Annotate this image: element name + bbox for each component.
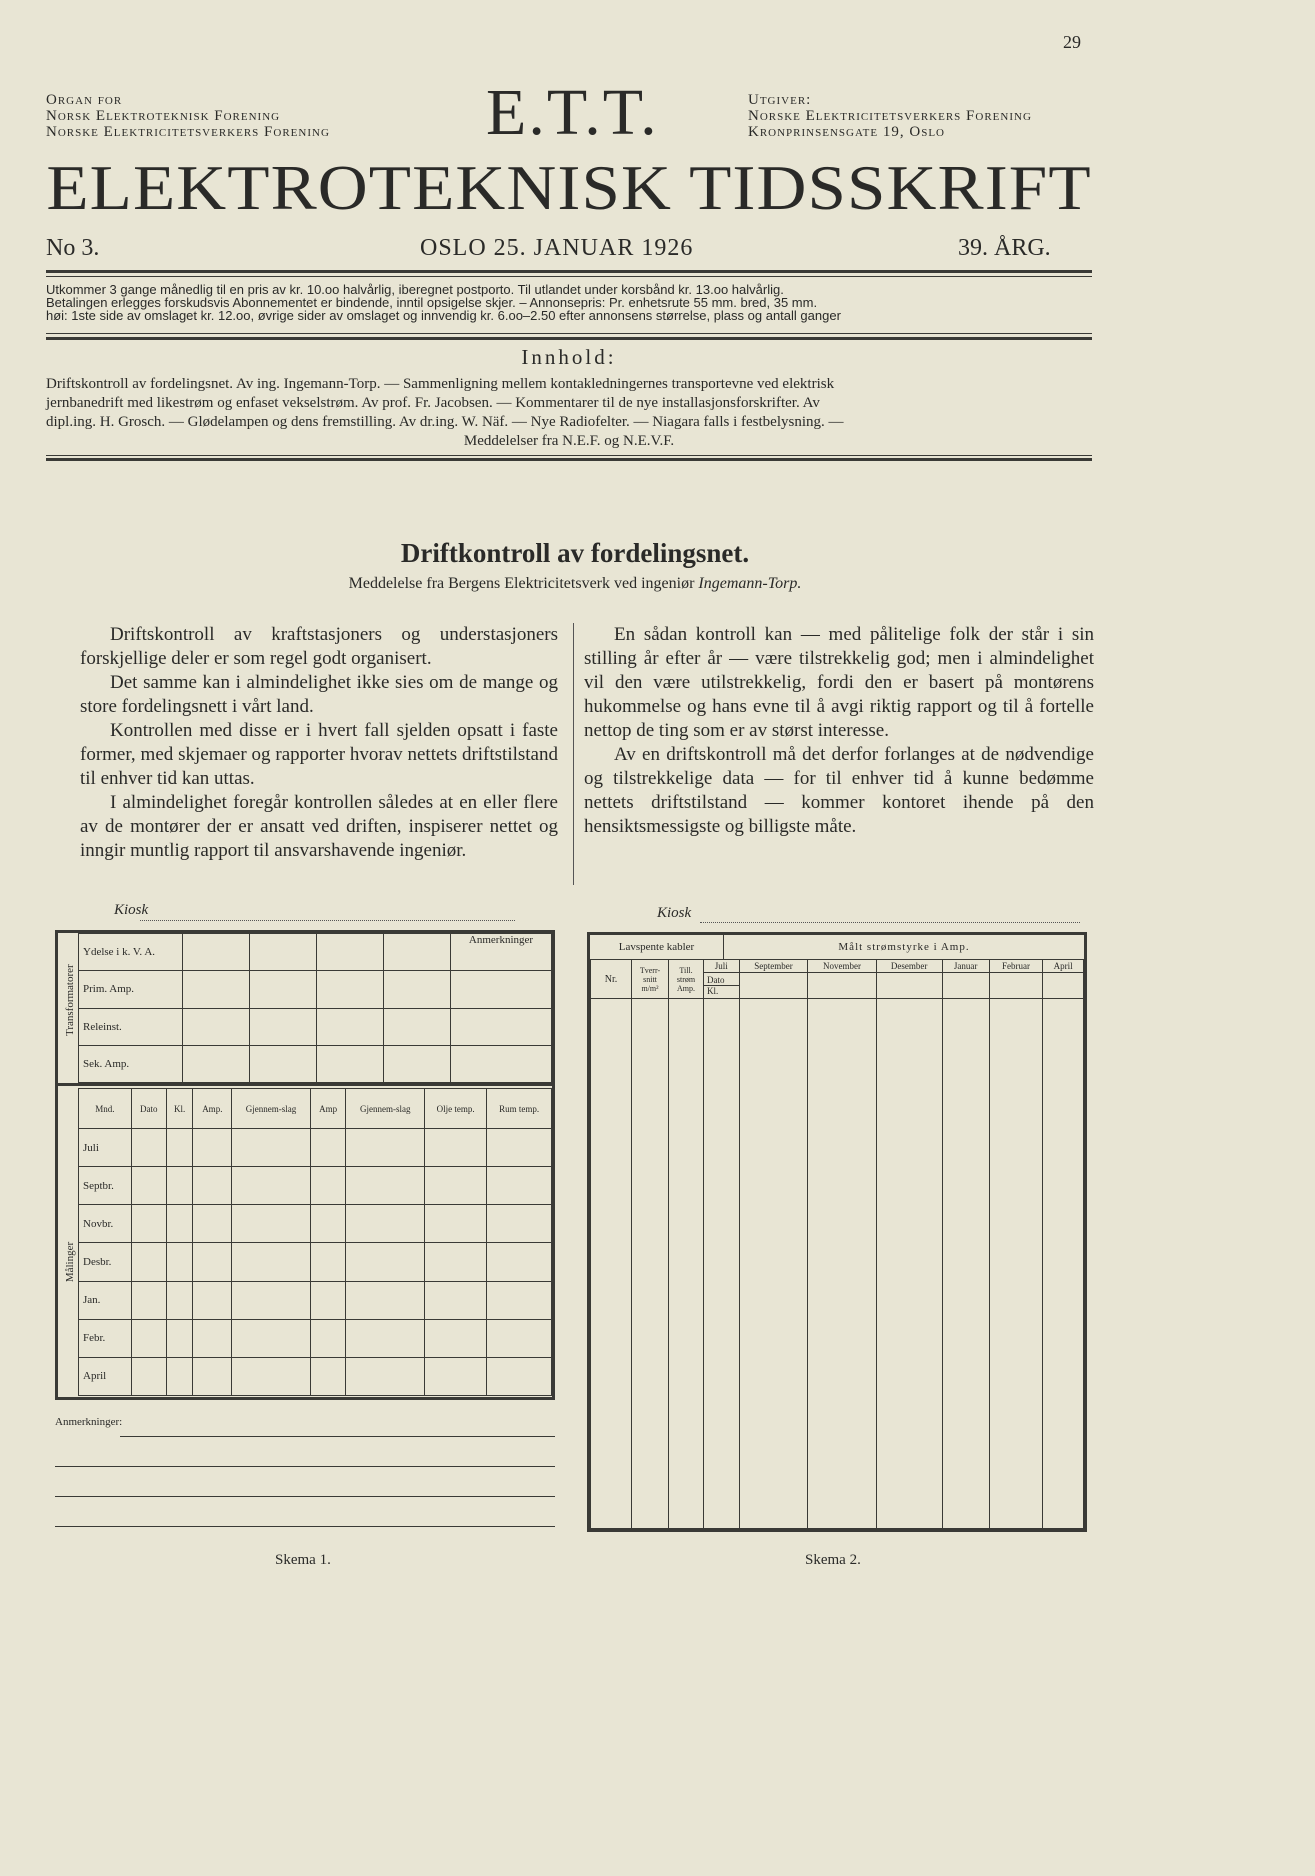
header-cell: Gjennem-slag xyxy=(346,1089,425,1129)
subscription-line: Utkommer 3 gange månedlig til en pris av kr. 10.oo halvårlig, iberegnet postporto. Til utlandet under korsbånd kr. 13.oo halvårlig. xyxy=(46,282,784,297)
paragraph: En sådan kontroll kan — med pålitelige folk der står i sin stilling år efter år — være tilstrekkelig god; men i almindelighet vil den være utilstrekkelig, fordi den er basert på montørens hukommelse og hans evne til å avgi riktig rapport og til å fortelle nettop de ting som er av størst interesse. xyxy=(584,624,1094,741)
table-cell xyxy=(250,971,317,1008)
volume: 39. ÅRG. xyxy=(958,235,1051,261)
month-cell: Desbr. xyxy=(79,1243,132,1281)
month-header: April xyxy=(1043,960,1084,973)
table-cell xyxy=(183,934,250,971)
month-cell: Novbr. xyxy=(79,1205,132,1243)
masthead-right xyxy=(748,92,1032,140)
page-number: 29 xyxy=(1063,32,1081,52)
table-cell xyxy=(183,1008,250,1045)
issue-date: OSLO 25. JANUAR 1926 xyxy=(420,235,694,261)
month-header: Desember xyxy=(876,960,942,973)
remarks-line xyxy=(120,1436,555,1437)
skema2-table xyxy=(590,959,1084,1529)
dato-label: Dato xyxy=(704,975,739,986)
table-cell: Ydelse i k. V. A. xyxy=(79,934,183,971)
header-cell: Rum temp. xyxy=(487,1089,552,1129)
table-cell: Prim. Amp. xyxy=(79,971,183,1008)
table-cell xyxy=(183,971,250,1008)
table-cell xyxy=(317,1008,384,1045)
masthead-left-line: Norsk Elektroteknisk Forening xyxy=(46,108,281,124)
table-cell xyxy=(451,971,552,1008)
column-divider xyxy=(573,623,574,885)
paragraph: I almindelighet foregår kontrollen således at en eller flere av de montører der er ansatt ved driften, inspiserer nettet og inngir muntlig rapport til ansvarshavende ingeniør. xyxy=(80,792,558,861)
remarks-line xyxy=(55,1526,555,1527)
dato-kl-cell xyxy=(704,973,740,999)
byline-author: Ingemann-Torp. xyxy=(698,575,802,592)
header-cell: Mnd. xyxy=(79,1089,132,1129)
table-cell xyxy=(183,1045,250,1082)
anmerkninger-header: Anmerkninger xyxy=(451,934,552,971)
skema2-lavspente: Lavspente kabler xyxy=(590,935,724,959)
article-title: Driftkontroll av fordelingsnet. xyxy=(400,538,750,568)
subscription-info xyxy=(46,283,1092,322)
header-cell: Olje temp. xyxy=(425,1089,487,1129)
divider xyxy=(46,333,1092,334)
masthead-left-line: Organ for xyxy=(46,92,123,108)
paragraph: Driftskontroll av kraftstasjoners og understasjoners forskjellige deler er som regel godt organisert. xyxy=(80,624,558,669)
subscription-line: Betalingen erlegges forskudsvis Abonnementet er bindende, inntil opsigelse skjer. – Annonsepris: Pr. enhetsrute 55 mm. bred, 35 mm. xyxy=(46,295,818,310)
header-cell: Amp xyxy=(310,1089,346,1129)
table-cell xyxy=(317,971,384,1008)
month-header: September xyxy=(739,960,808,973)
month-header: Januar xyxy=(942,960,989,973)
header-cell: Kl. xyxy=(166,1089,193,1129)
contents-list xyxy=(46,375,1092,451)
divider xyxy=(46,276,1092,277)
month-header: November xyxy=(808,960,876,973)
contents-line: Meddelelser fra N.E.F. og N.E.V.F. xyxy=(463,433,675,449)
right-column xyxy=(584,623,1094,839)
table-cell xyxy=(384,1008,451,1045)
journal-title: ELEKTROTEKNISK TIDSSKRIFT xyxy=(46,152,1092,223)
table-cell xyxy=(250,1008,317,1045)
month-cell: April xyxy=(79,1357,132,1395)
tverr-header: Tverr-snitt m/m² xyxy=(632,960,669,999)
table-cell xyxy=(384,1045,451,1082)
remarks-line xyxy=(55,1496,555,1497)
month-header: Februar xyxy=(989,960,1043,973)
subscription-line: høi: 1ste side av omslaget kr. 12.oo, øvrige sider av omslaget og innvendig kr. 6.oo–2.50 efter annonsens størrelse, plass og antall ganger xyxy=(46,308,841,323)
skema2-caption: Skema 2. xyxy=(805,1552,861,1568)
byline-text: Meddelelse fra Bergens Elektricitetsverk ved ingeniør xyxy=(348,575,695,592)
month-cell: Septbr. xyxy=(79,1167,132,1205)
skema1-side-transformatorer: Transformatorer xyxy=(64,964,76,1036)
kiosk-line xyxy=(140,920,515,921)
masthead-ett: E.T.T. xyxy=(486,76,659,149)
table-cell xyxy=(384,934,451,971)
skema2-kiosk: Kiosk xyxy=(657,905,692,921)
paragraph: Kontrollen med disse er i hvert fall sjelden opsatt i faste former, med skjemaer og rapporter hvorav nettets driftstilstand til enhver tid kan uttas. xyxy=(80,720,558,789)
thick-divider xyxy=(55,1083,555,1086)
skema2-malt: Målt strømstyrke i Amp. xyxy=(838,941,970,953)
month-cell: Jan. xyxy=(79,1281,132,1319)
table-cell: Sek. Amp. xyxy=(79,1045,183,1082)
skema1-measure-table xyxy=(78,1088,552,1396)
nr-header: Nr. xyxy=(591,960,632,999)
table-cell xyxy=(250,934,317,971)
header-cell: Gjennem-slag xyxy=(232,1089,311,1129)
table-cell xyxy=(317,1045,384,1082)
paragraph: Det samme kan i almindelighet ikke sies om de mange og store fordelingsnett i vårt land. xyxy=(80,672,558,717)
header-cell: Amp. xyxy=(193,1089,232,1129)
month-cell: Febr. xyxy=(79,1319,132,1357)
table-cell xyxy=(250,1045,317,1082)
skema1-caption: Skema 1. xyxy=(275,1552,331,1568)
table-cell xyxy=(451,1045,552,1082)
paragraph: Av en driftskontroll må det derfor forlanges at de nødvendige og tilstrekkelige data — for til enhver tid å kunne bedømme nettets driftstilstand — kommer kontoret ihende på den hensiktsmessigste og billigste måte. xyxy=(584,744,1094,837)
table-cell xyxy=(317,934,384,971)
masthead-right-line: Kronprinsensgate 19, Oslo xyxy=(748,124,945,140)
left-column xyxy=(80,623,558,863)
month-cell: Juli xyxy=(79,1129,132,1167)
skema1-remarks-label: Anmerkninger: xyxy=(55,1416,123,1428)
month-header: Juli xyxy=(704,960,740,973)
divider xyxy=(46,458,1092,461)
masthead-left xyxy=(46,92,330,140)
masthead-right-line: Utgiver: xyxy=(748,92,812,108)
table-cell xyxy=(451,1008,552,1045)
contents-line: dipl.ing. H. Grosch. — Glødelampen og dens fremstilling. Av dr.ing. W. Näf. — Nye Radiofelter. — Niagara falls i festbelysning. — xyxy=(46,414,844,430)
skema1-kiosk: Kiosk xyxy=(114,902,149,918)
table-cell xyxy=(384,971,451,1008)
divider xyxy=(46,337,1092,340)
contents-heading: Innhold: xyxy=(521,345,617,369)
masthead-right-line: Norske Elektricitetsverkers Forening xyxy=(748,108,1032,124)
divider xyxy=(46,455,1092,456)
table-cell: Releinst. xyxy=(79,1008,183,1045)
contents-line: jernbanedrift med likestrøm og enfaset vekselstrøm. Av prof. Fr. Jacobsen. — Kommentarer til de nye installasjonsforskrifter. Av xyxy=(46,395,820,411)
masthead-left-line: Norske Elektricitetsverkers Forening xyxy=(46,124,330,140)
divider xyxy=(46,270,1092,273)
kl-label: Kl. xyxy=(707,986,719,996)
header-cell: Dato xyxy=(131,1089,166,1129)
skema1-top-table xyxy=(78,933,552,1083)
remarks-line xyxy=(55,1466,555,1467)
article-byline xyxy=(0,575,1150,593)
issue-number: No 3. xyxy=(46,235,100,261)
skema1-side-malinger: Målinger xyxy=(64,1241,76,1283)
kiosk-line xyxy=(700,922,1080,923)
till-header: Till. strøm Amp. xyxy=(669,960,704,999)
contents-line: Driftskontroll av fordelingsnet. Av ing. Ingemann-Torp. — Sammenligning mellem kontakledningernes transportevne ved elektrisk xyxy=(46,376,835,392)
